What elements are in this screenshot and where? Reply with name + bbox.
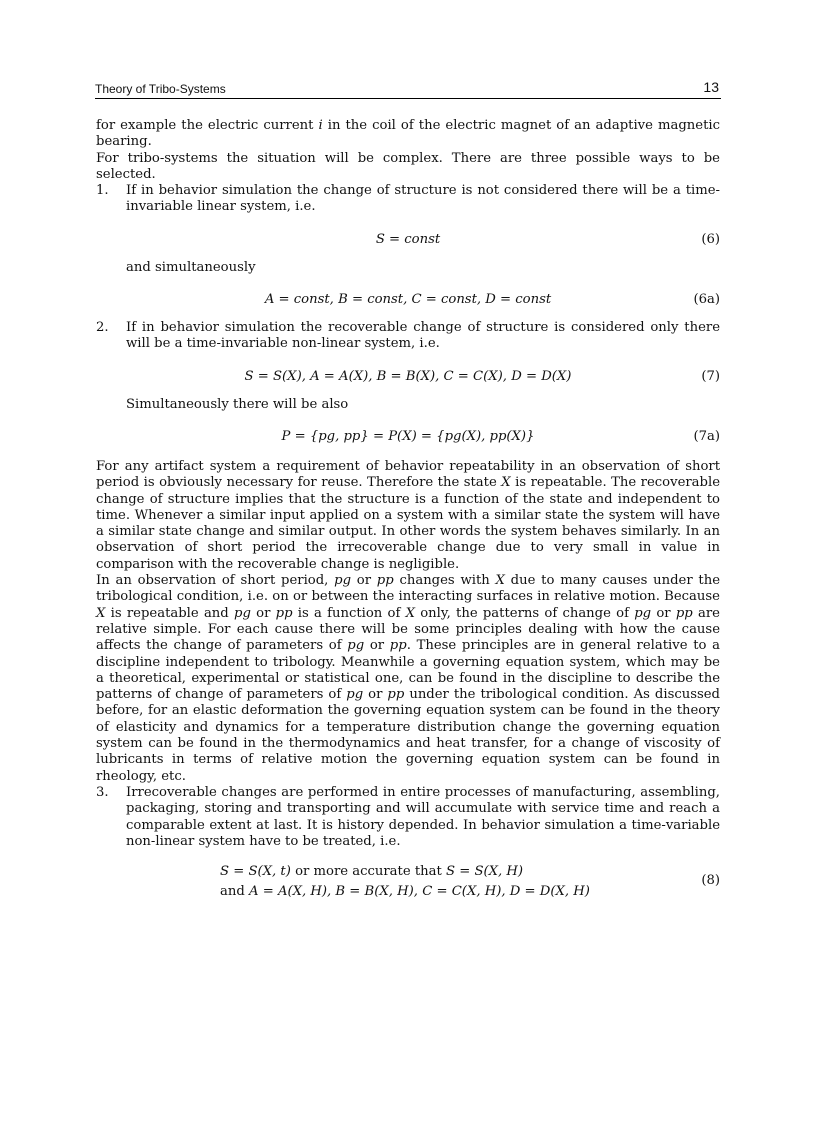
equation-8 xyxy=(96,864,720,904)
equation-6a xyxy=(96,292,720,310)
equation-number: (7a) xyxy=(693,428,720,444)
equation-number: (7) xyxy=(701,368,720,384)
list-number: 1. xyxy=(96,183,109,199)
page-number: 13 xyxy=(703,79,719,95)
simultaneously-text: Simultaneously there will be also xyxy=(126,396,349,412)
equation-number: (6a) xyxy=(693,292,720,308)
paragraph-4: In an observation of short period, pg or pp changes with X due to many causes under the tribological condition, i.e. on or between the interacting surfaces in relative motion. Because X is repeatable and pg or pp is a function of X only, the patterns of change of pg or pp are relative simple. For each cause there will be some principles dealing with how the cause affects the change of parameters of pg or pp. These principles are in general relative to a discipline independent to tribology. Meanwhile a governing equation system, which may be a theoretical, experimental or statistical one, can be found in the discipline to describe the patterns of change of parameters of pg or pp under the tribological condition. As discussed before, for an elastic deformation the governing equation system can be found in the theory of elasticity and dynamics for a temperature distribution change the governing equation system can be found in the thermodynamics and heat transfer, for a change of viscosity of lubricants in terms of relative motion the governing equation system can be found in rheology, etc. xyxy=(96,573,721,784)
equation-number: (6) xyxy=(701,231,720,247)
list-item-text: Irrecoverable changes are performed in entire processes of manufacturing, assembling, packaging, storing and transporting and will accumulate with service time and reach a comparable extent at last. It is history depended. In behavior simulation a time-variable non-linear system have to be treated, i.e. xyxy=(126,784,720,849)
equation-8-line-2: and A = A(X, H), B = B(X, H), C = C(X, H), D = D(X, H) xyxy=(220,884,590,900)
list-item-text: If in behavior simulation the recoverable change of structure is considered only there will be a time-invariable non-linear system, i.e. xyxy=(126,320,720,352)
paragraph-3: For any artifact system a requirement of behavior repeatability in an observation of short period is obviously necessary for reuse. Therefore the state X is repeatable. The recoverable change of structure implies that the structure is a function of the state and independent to time. Whenever a similar input applied on a system with a similar state the system will have a similar state change and similar output. In other words the system behaves similarly. In an observation of short period the irrecoverable change due to very small in value in comparison with the recoverable change is negligible. xyxy=(96,458,721,572)
running-title: Theory of Tribo-Systems xyxy=(95,82,226,96)
equation-6 xyxy=(96,232,720,250)
list-item-1 xyxy=(96,183,720,216)
list-item-text: If in behavior simulation the change of structure is not considered there will be a time-invariable linear system, i.e. xyxy=(126,183,720,215)
equation-number: (8) xyxy=(701,873,720,889)
equation-expression: S = S(X), A = A(X), B = B(X), C = C(X), D = D(X) xyxy=(244,368,572,384)
list-number: 3. xyxy=(96,784,109,800)
equation-8-line-1: S = S(X, t) or more accurate that S = S(X, H) xyxy=(220,864,524,880)
running-header xyxy=(95,79,721,99)
list-item-2 xyxy=(96,320,720,353)
list-item-3 xyxy=(96,785,720,850)
paragraph-2: For tribo-systems the situation will be complex. There are three possible ways to be selected. xyxy=(96,150,720,182)
list-number: 2. xyxy=(96,320,109,336)
simultaneously-text: and simultaneously xyxy=(126,259,256,275)
page-body xyxy=(96,118,720,904)
equation-7a xyxy=(96,429,720,447)
equation-expression: A = const, B = const, C = const, D = const xyxy=(264,292,552,308)
equation-7 xyxy=(96,369,720,387)
equation-expression: P = {pg, pp} = P(X) = {pg(X), pp(X)} xyxy=(281,428,535,444)
equation-expression: S = const xyxy=(375,231,441,247)
paragraph-1: for example the electric current i in the coil of the electric magnet of an adaptive magnetic bearing. xyxy=(96,118,720,150)
